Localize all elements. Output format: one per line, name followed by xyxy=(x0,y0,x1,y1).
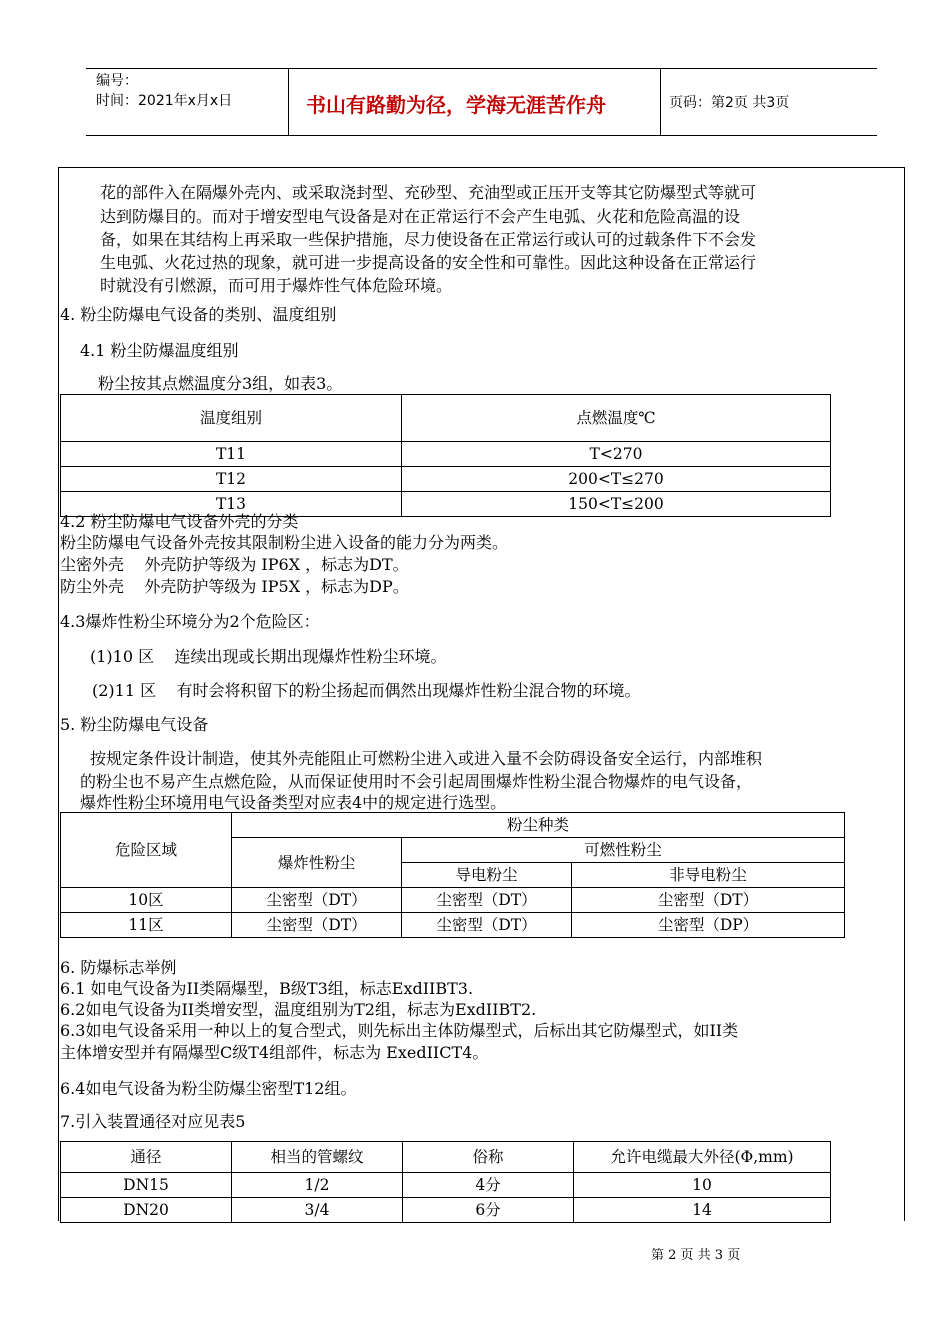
section-4-2-title: 4.2 粉尘防爆电气设备外壳的分类 xyxy=(60,512,299,531)
table-header-cell: 温度组别 xyxy=(61,395,402,442)
table-cell: 10 xyxy=(574,1173,831,1198)
header-code-label: 编号： xyxy=(96,73,138,89)
section-4-1-text: 粉尘按其点燃温度分3组，如表3。 xyxy=(98,374,343,393)
section-7-title: 7.引入装置通径对应见表5 xyxy=(60,1112,246,1131)
section-4-3-title: 4.3爆炸性粉尘环境分为2个危险区： xyxy=(60,612,320,631)
section-6-title: 6. 防爆标志举例 xyxy=(60,958,177,977)
table-header-cell: 允许电缆最大外径(Φ,mm) xyxy=(574,1142,831,1173)
table-cell: DN20 xyxy=(61,1198,232,1223)
header-time-label: 时间：2021年x月x日 xyxy=(96,93,233,109)
section-6-line: 6.3如电气设备采用一种以上的复合型式，则先标出主体防爆型式，后标出其它防爆型式，如II类 xyxy=(60,1021,739,1040)
table-cell: 尘密型（DT） xyxy=(232,888,402,913)
section-6-line: 主体增安型并有隔爆型C级T4组部件，标志为 ExedIICT4。 xyxy=(60,1043,489,1062)
section-5-title: 5. 粉尘防爆电气设备 xyxy=(60,715,209,734)
header-motto: 书山有路勤为径，学海无涯苦作舟 xyxy=(306,93,606,117)
table-cell: T11 xyxy=(61,442,402,467)
section-6-4: 6.4如电气设备为粉尘防爆尘密型T12组。 xyxy=(60,1079,357,1098)
intro-line: 生电弧、火花过热的现象，就可进一步提高设备的安全性和可靠性。因此这种设备在正常运行 xyxy=(100,253,757,272)
table-header-cell: 可燃性粉尘 xyxy=(402,838,845,863)
table-header-cell: 爆炸性粉尘 xyxy=(232,838,402,888)
footer-page-number: 第 2 页 共 3 页 xyxy=(651,1248,741,1263)
table-header-cell: 相当的管螺纹 xyxy=(232,1142,403,1173)
intro-line: 备，如果在其结构上再采取一些保护措施，尽力使设备在正常运行或认可的过载条件下不会发 xyxy=(100,230,757,249)
table-cell: 1/2 xyxy=(232,1173,403,1198)
table-5 xyxy=(60,1141,831,1223)
table-cell: 6分 xyxy=(403,1198,574,1223)
table-row xyxy=(61,1198,831,1223)
section-4-2-line: 尘密外壳 外壳防护等级为 IP6X ，标志为DT。 xyxy=(60,555,409,574)
table-cell: DN15 xyxy=(61,1173,232,1198)
table-cell: 尘密型（DT） xyxy=(402,913,572,938)
table-cell: T12 xyxy=(61,467,402,492)
table-cell: 14 xyxy=(574,1198,831,1223)
table-cell: T<270 xyxy=(402,442,831,467)
section-6-line: 6.1 如电气设备为II类隔爆型，B级T3组，标志ExdIIBT3. xyxy=(60,979,474,998)
section-6-line: 6.2如电气设备为II类增安型，温度组别为T2组，标志为ExdIIBT2. xyxy=(60,1000,537,1019)
header-page-label: 页码：第2页 共3页 xyxy=(669,95,790,111)
intro-line: 达到防爆目的。而对于增安型电气设备是对在正常运行不会产生电弧、火花和危险高温的设 xyxy=(100,207,741,226)
section-4-3-item: (2)11 区 有时会将积留下的粉尘扬起而偶然出现爆炸性粉尘混合物的环境。 xyxy=(92,681,641,700)
table-cell: 10区 xyxy=(61,888,232,913)
table-header-cell: 粉尘种类 xyxy=(232,813,845,838)
table-cell: 4分 xyxy=(403,1173,574,1198)
section-4-2-line: 防尘外壳 外壳防护等级为 IP5X ，标志为DP。 xyxy=(60,577,409,596)
table-header-cell: 非导电粉尘 xyxy=(572,863,845,888)
section-4-title: 4. 粉尘防爆电气设备的类别、温度组别 xyxy=(60,305,337,324)
section-4-1-title: 4.1 粉尘防爆温度组别 xyxy=(80,341,239,360)
table-cell: 尘密型（DT） xyxy=(402,888,572,913)
table-cell: T13 xyxy=(61,492,402,517)
table-row xyxy=(61,1173,831,1198)
intro-line: 时就没有引燃源，而可用于爆炸性气体危险环境。 xyxy=(100,276,453,295)
section-5-line: 按规定条件设计制造，使其外壳能阻止可燃粉尘进入或进入量不会防碍设备安全运行，内部堆积 xyxy=(90,749,763,768)
table-header-cell: 点燃温度℃ xyxy=(402,395,831,442)
table-header-cell: 导电粉尘 xyxy=(402,863,572,888)
table-cell: 尘密型（DP） xyxy=(572,913,845,938)
table-header-cell: 俗称 xyxy=(403,1142,574,1173)
table-cell: 尘密型（DT） xyxy=(572,888,845,913)
table-header-cell: 通径 xyxy=(61,1142,232,1173)
table-cell: 11区 xyxy=(61,913,232,938)
section-5-line: 爆炸性粉尘环境用电气设备类型对应表4中的规定进行选型。 xyxy=(80,793,507,812)
section-4-2-line: 粉尘防爆电气设备外壳按其限制粉尘进入设备的能力分为两类。 xyxy=(60,533,509,552)
table-header-cell: 危险区域 xyxy=(61,813,232,888)
table-cell: 150<T≤200 xyxy=(402,492,831,517)
section-4-3-item: (1)10 区 连续出现或长期出现爆炸性粉尘环境。 xyxy=(90,647,447,666)
intro-line: 花的部件入在隔爆外壳内、或采取浇封型、充砂型、充油型或正压开支等其它防爆型式等就可 xyxy=(100,183,757,202)
table-header-row xyxy=(61,1142,831,1173)
table-cell: 尘密型（DT） xyxy=(232,913,402,938)
table-cell: 3/4 xyxy=(232,1198,403,1223)
section-5-line: 的粉尘也不易产生点燃危险，从而保证使用时不会引起周围爆炸性粉尘混合物爆炸的电气设备， xyxy=(80,772,753,791)
table-cell: 200<T≤270 xyxy=(402,467,831,492)
